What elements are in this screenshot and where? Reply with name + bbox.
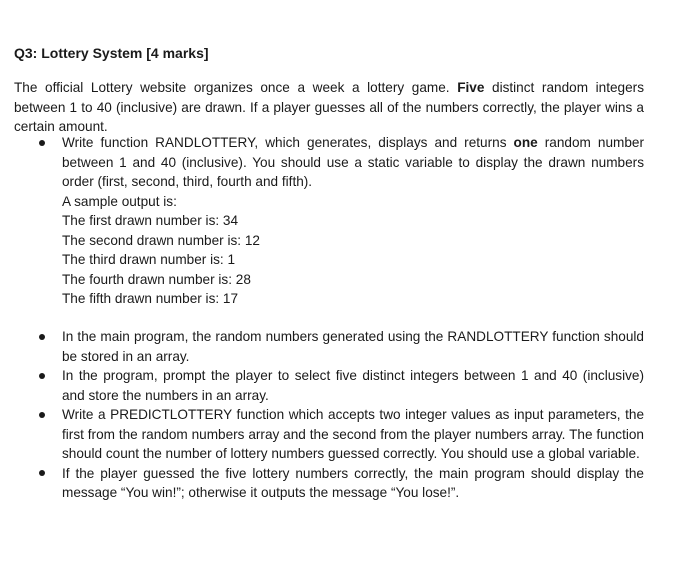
bullet-item-prompt-player (38, 366, 644, 405)
sample-output-line: The fifth drawn number is: 17 (62, 291, 239, 306)
sample-output-line: The second drawn number is: 12 (62, 232, 260, 248)
intro-text-start: The official Lottery website organizes once a week a lottery game. (14, 80, 458, 95)
question-title: Q3: Lottery System [4 marks] (14, 45, 209, 61)
bullet-text: In the main program, the random numbers generated using the RANDLOTTERY function should be stored in an array. (62, 329, 644, 364)
bullet-item-predictlottery (38, 405, 644, 464)
bullet-text: Write a PREDICTLOTTERY function which accepts two integer values as input parameters, the first from the random numbers array and the second from the player numbers array. The function should count the number of lottery numbers guessed correctly. You should use a global variable. (62, 407, 644, 461)
sample-output-heading: A sample output is: (62, 193, 177, 209)
bullet-text: If the player guessed the five lottery numbers correctly, the main program should display the message “You win!”; otherwise it outputs the message “You lose!”. (62, 465, 644, 500)
bullet-text-start: Write function RANDLOTTERY, which generates, displays and returns (62, 135, 514, 150)
bullet-item-store-array (38, 327, 644, 366)
intro-bold-five: Five (457, 80, 485, 95)
bullet-dot-icon (39, 373, 45, 379)
intro-paragraph (14, 78, 644, 137)
bullet-dot-icon (39, 412, 45, 418)
bullet-list-first (38, 133, 644, 309)
sample-output-line: The fourth drawn number is: 28 (62, 271, 251, 287)
bullet-item-win-lose (38, 464, 644, 503)
intro-text-end: distinct random integers between 1 to 40 (inclusive) are drawn. If a player guesses all of the numbers correctly, the player wins a certain amount. (14, 80, 644, 134)
bullet-dot-icon (39, 334, 45, 340)
bullet-dot-icon (39, 470, 45, 476)
bullet-list-second (38, 327, 644, 503)
bullet-item-randlottery (38, 133, 644, 309)
sample-output-line: The first drawn number is: 34 (62, 213, 239, 228)
bullet-text-end: random number between 1 and 40 (inclusive). You should use a static variable to display the drawn numbers order (first, second, third, fourth and fifth). (62, 135, 644, 189)
sample-output-line: The third drawn number is: 1 (62, 252, 236, 267)
bullet-dot-icon (39, 140, 45, 146)
bullet-bold-one: one (513, 135, 538, 150)
bullet-text: In the program, prompt the player to select five distinct integers between 1 and 40 (inclusive) and store the numbers in an array. (62, 368, 644, 403)
